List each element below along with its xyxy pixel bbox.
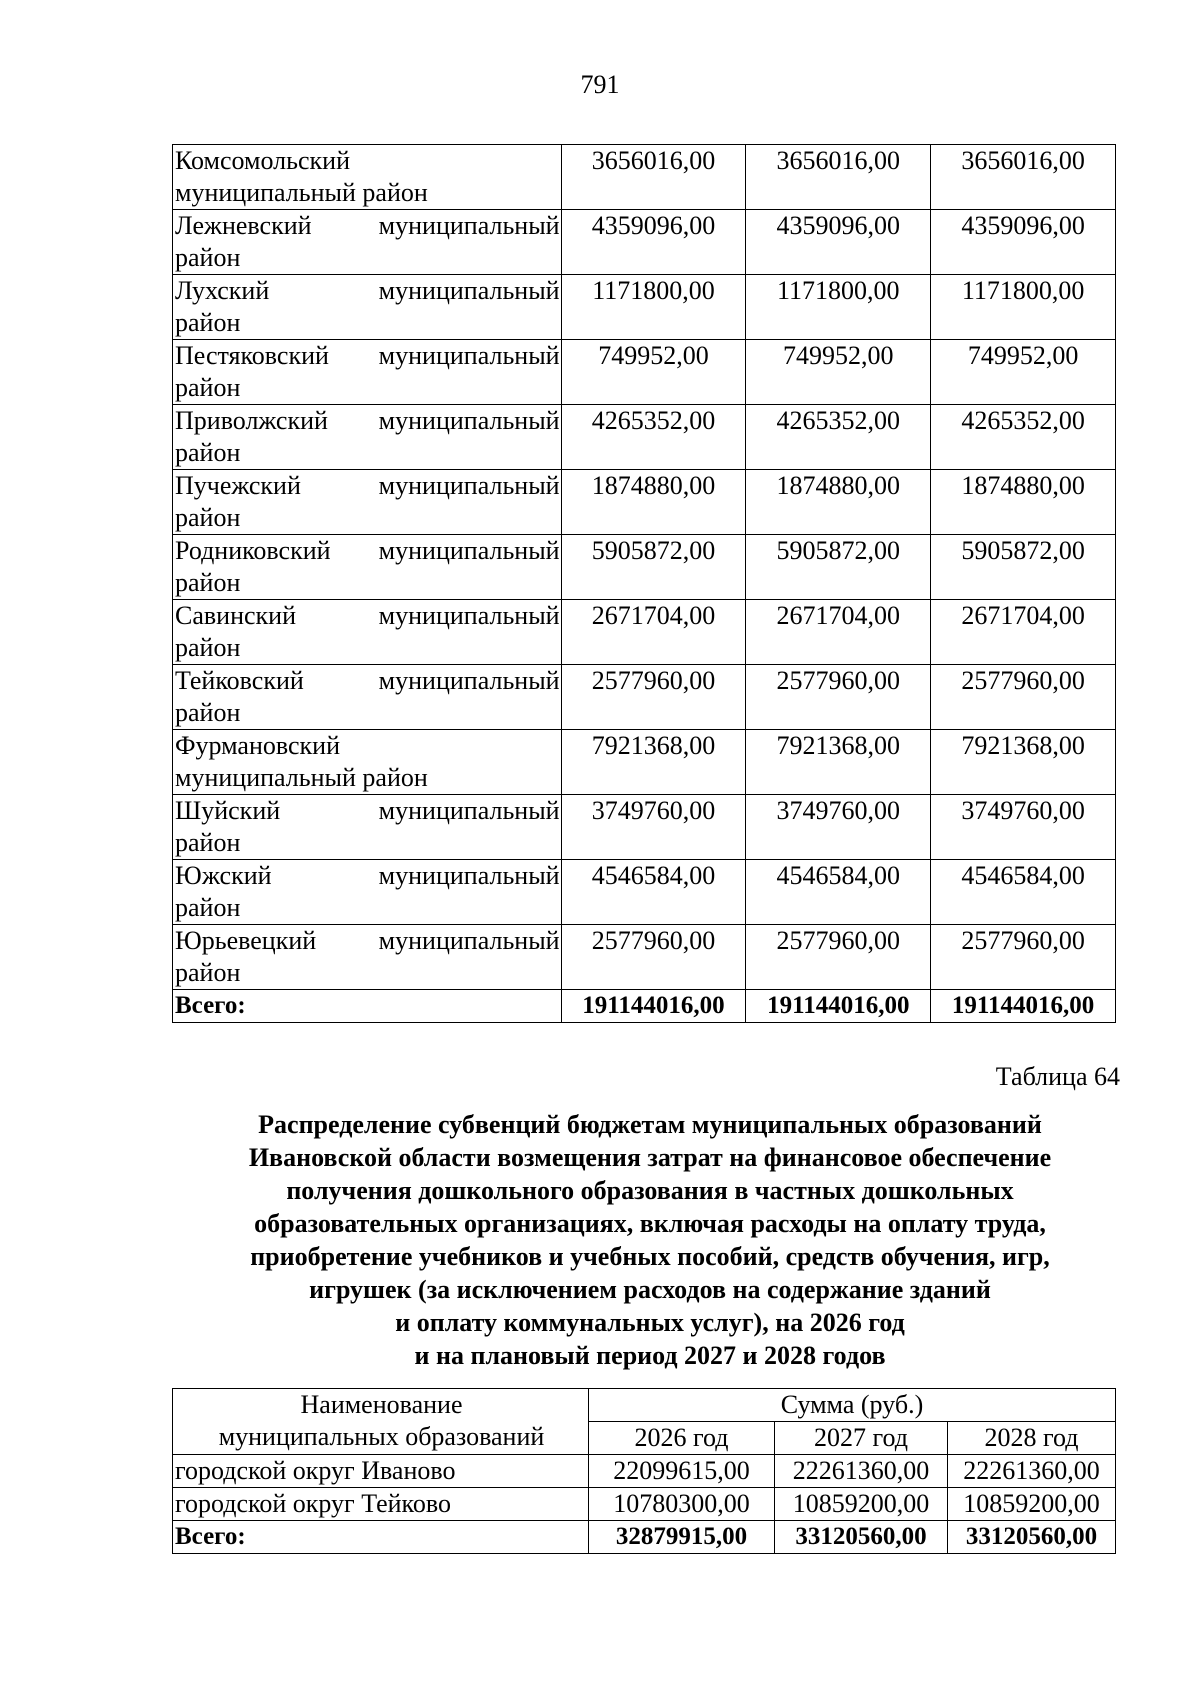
title-line: Ивановской области возмещения затрат на финансовое обеспечение (248, 1143, 1052, 1172)
row-name-part: муниципальный (378, 471, 560, 500)
row-name-line1 (175, 600, 560, 632)
value-cell: 22261360,00 (775, 1455, 948, 1488)
table-row (173, 1455, 1116, 1488)
row-name-part: муниципальный (378, 926, 560, 955)
table-row (173, 730, 1116, 795)
row-name-cell (173, 665, 562, 730)
row-name-part: Тейковский (175, 666, 304, 695)
value-cell: 3749760,00 (561, 795, 746, 860)
header-year-cell: 2028 год (948, 1422, 1116, 1455)
table-row (173, 210, 1116, 275)
row-name-cell (173, 470, 562, 535)
value-cell: 5905872,00 (931, 535, 1116, 600)
row-name-part: муниципальный (378, 861, 560, 890)
value-cell: 2577960,00 (746, 665, 931, 730)
value-cell: 2671704,00 (746, 600, 931, 665)
row-name-part: Юрьевецкий (175, 926, 317, 955)
value-cell: 4546584,00 (561, 860, 746, 925)
title-line: Распределение субвенций бюджетам муниципальных образований (258, 1110, 1042, 1139)
value-cell: 2577960,00 (931, 925, 1116, 990)
value-cell: 7921368,00 (561, 730, 746, 795)
row-name-line1 (175, 925, 560, 957)
row-name-part: Комсомольский (175, 146, 350, 175)
title-line: получения дошкольного образования в частных дошкольных (286, 1176, 1014, 1205)
row-name-cell: городской округ Тейково (173, 1488, 589, 1521)
row-name-line1 (175, 340, 560, 372)
value-cell: 4546584,00 (931, 860, 1116, 925)
row-name-cell (173, 730, 562, 795)
row-name-line2: район (175, 633, 241, 662)
row-name-line2: район (175, 893, 241, 922)
value-cell: 4359096,00 (746, 210, 931, 275)
row-name-cell (173, 340, 562, 405)
row-name-line2: район (175, 958, 241, 987)
value-cell: 1171800,00 (746, 275, 931, 340)
value-cell: 2577960,00 (931, 665, 1116, 730)
value-cell: 10859200,00 (775, 1488, 948, 1521)
table-row (173, 795, 1116, 860)
row-name-line2: муниципальный район (175, 178, 428, 207)
row-name-cell (173, 275, 562, 340)
total-row (173, 1521, 1116, 1554)
header-year-cell: 2027 год (775, 1422, 948, 1455)
header-name-line1: Наименование (300, 1390, 463, 1419)
title-line: приобретение учебников и учебных пособий, средств обучения, игр, (250, 1242, 1050, 1271)
table-row (173, 665, 1116, 730)
row-name-line1 (175, 145, 560, 177)
row-name-cell (173, 145, 562, 210)
subvention-table-continued (172, 144, 1116, 1023)
row-name-line1 (175, 405, 560, 437)
total-label-cell: Всего: (173, 1521, 589, 1554)
row-name-part: Пестяковский (175, 341, 329, 370)
row-name-part: муниципальный (378, 406, 560, 435)
row-name-part: Шуйский (175, 796, 281, 825)
row-name-part: Лухский (175, 276, 270, 305)
value-cell: 3656016,00 (746, 145, 931, 210)
row-name-line1 (175, 535, 560, 567)
title-line: и на плановый период 2027 и 2028 годов (414, 1341, 886, 1370)
row-name-part: муниципальный (378, 666, 560, 695)
row-name-cell (173, 795, 562, 860)
row-name-part: муниципальный (378, 796, 560, 825)
value-cell: 749952,00 (746, 340, 931, 405)
row-name-line1 (175, 470, 560, 502)
table-header-row (173, 1389, 1116, 1422)
value-cell: 4265352,00 (931, 405, 1116, 470)
row-name-line2: район (175, 698, 241, 727)
title-line: игрушек (за исключением расходов на содержание зданий (309, 1275, 991, 1304)
subvention-table-64 (172, 1388, 1116, 1554)
row-name-line2: район (175, 828, 241, 857)
row-name-part: Пучежский (175, 471, 301, 500)
value-cell: 3656016,00 (561, 145, 746, 210)
row-name-cell: городской округ Иваново (173, 1455, 589, 1488)
value-cell: 7921368,00 (931, 730, 1116, 795)
row-name-line2: район (175, 568, 241, 597)
value-cell: 1874880,00 (931, 470, 1116, 535)
value-cell: 10859200,00 (948, 1488, 1116, 1521)
value-cell: 1171800,00 (561, 275, 746, 340)
row-name-part: Родниковский (175, 536, 331, 565)
row-name-part: Южский (175, 861, 272, 890)
row-name-part: Савинский (175, 601, 296, 630)
table-label: Таблица 64 (995, 1062, 1120, 1091)
row-name-line2: район (175, 503, 241, 532)
total-value-cell: 191144016,00 (931, 990, 1116, 1023)
value-cell: 2671704,00 (931, 600, 1116, 665)
value-cell: 1171800,00 (931, 275, 1116, 340)
value-cell: 2577960,00 (561, 925, 746, 990)
header-name-cell (173, 1389, 589, 1455)
row-name-cell (173, 405, 562, 470)
value-cell: 1874880,00 (561, 470, 746, 535)
row-name-line1 (175, 860, 560, 892)
total-value-cell: 191144016,00 (561, 990, 746, 1023)
total-value-cell: 191144016,00 (746, 990, 931, 1023)
value-cell: 749952,00 (931, 340, 1116, 405)
row-name-line2: район (175, 438, 241, 467)
table-row (173, 405, 1116, 470)
table-row (173, 1488, 1116, 1521)
table-row (173, 340, 1116, 405)
row-name-part: Приволжский (175, 406, 328, 435)
value-cell: 4265352,00 (561, 405, 746, 470)
row-name-line1 (175, 730, 560, 762)
value-cell: 5905872,00 (746, 535, 931, 600)
title-line: и оплату коммунальных услуг), на 2026 год (395, 1308, 905, 1337)
row-name-line2: муниципальный район (175, 763, 428, 792)
table-row (173, 925, 1116, 990)
table-title (140, 1108, 1160, 1372)
value-cell: 3749760,00 (746, 795, 931, 860)
value-cell: 2577960,00 (561, 665, 746, 730)
row-name-cell (173, 600, 562, 665)
total-label-cell: Всего: (173, 990, 562, 1023)
header-sum-cell: Сумма (руб.) (589, 1389, 1116, 1422)
title-line: образовательных организациях, включая расходы на оплату труда, (254, 1209, 1046, 1238)
row-name-part: Фурмановский (175, 731, 341, 760)
row-name-part: муниципальный (378, 601, 560, 630)
row-name-part: муниципальный (378, 211, 560, 240)
value-cell: 2671704,00 (561, 600, 746, 665)
value-cell: 5905872,00 (561, 535, 746, 600)
row-name-line2: район (175, 308, 241, 337)
table-row (173, 535, 1116, 600)
value-cell: 749952,00 (561, 340, 746, 405)
table-row (173, 275, 1116, 340)
value-cell: 22261360,00 (948, 1455, 1116, 1488)
value-cell: 3656016,00 (931, 145, 1116, 210)
row-name-cell (173, 860, 562, 925)
total-value-cell: 33120560,00 (775, 1521, 948, 1554)
page-number: 791 (580, 70, 620, 99)
value-cell: 1874880,00 (746, 470, 931, 535)
value-cell: 3749760,00 (931, 795, 1116, 860)
row-name-cell (173, 925, 562, 990)
value-cell: 10780300,00 (589, 1488, 775, 1521)
value-cell: 7921368,00 (746, 730, 931, 795)
row-name-part: муниципальный (378, 536, 560, 565)
row-name-part: муниципальный (378, 341, 560, 370)
value-cell: 2577960,00 (746, 925, 931, 990)
value-cell: 4265352,00 (746, 405, 931, 470)
total-row (173, 990, 1116, 1023)
row-name-part: муниципальный (378, 276, 560, 305)
value-cell: 4359096,00 (561, 210, 746, 275)
row-name-line1 (175, 210, 560, 242)
value-cell: 4359096,00 (931, 210, 1116, 275)
total-value-cell: 33120560,00 (948, 1521, 1116, 1554)
table-row (173, 470, 1116, 535)
row-name-line1 (175, 795, 560, 827)
row-name-part: Лежневский (175, 211, 312, 240)
value-cell: 4546584,00 (746, 860, 931, 925)
value-cell: 22099615,00 (589, 1455, 775, 1488)
row-name-line1 (175, 665, 560, 697)
table-row (173, 860, 1116, 925)
table-row (173, 600, 1116, 665)
row-name-line1 (175, 275, 560, 307)
total-value-cell: 32879915,00 (589, 1521, 775, 1554)
row-name-line2: район (175, 243, 241, 272)
row-name-cell (173, 535, 562, 600)
row-name-cell (173, 210, 562, 275)
row-name-line2: район (175, 373, 241, 402)
table-row (173, 145, 1116, 210)
header-year-cell: 2026 год (589, 1422, 775, 1455)
header-name-line2: муниципальных образований (218, 1422, 545, 1451)
